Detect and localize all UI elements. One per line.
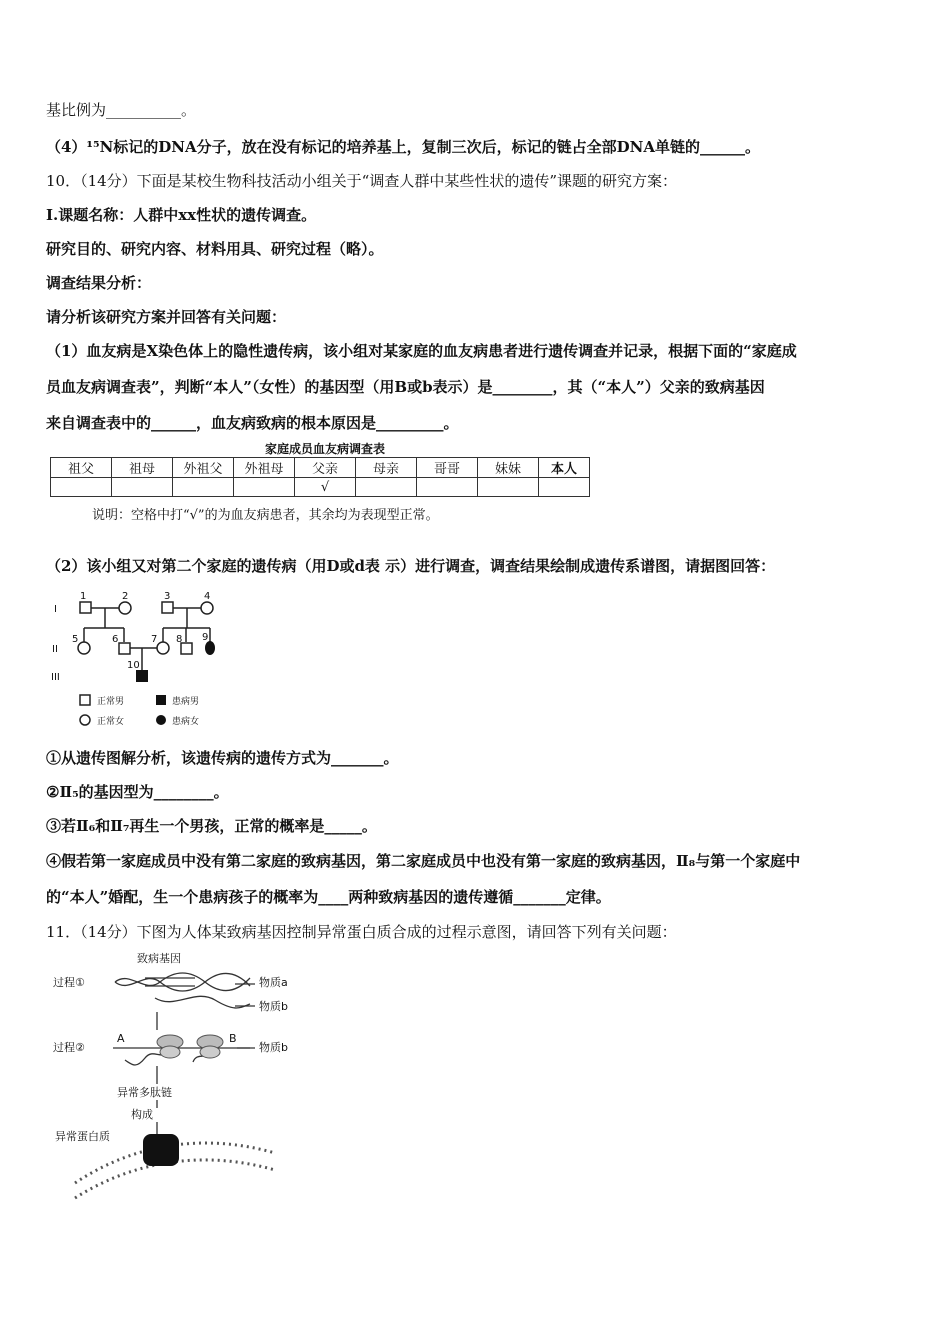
gene-label: 致病基因: [137, 952, 181, 965]
individual-number: 10: [127, 660, 140, 671]
individual-number: 7: [151, 634, 158, 645]
table-note: 说明：空格中打“√”的为血友病患者，其余均为表现型正常。: [92, 508, 439, 523]
individual-number: 1: [80, 591, 87, 602]
question-11-header: 11．（14分）下图为人体某致病基因控制异常蛋白质合成的过程示意图，请回答下列有关问题：: [46, 923, 677, 941]
table-cell: [356, 478, 417, 497]
step-label: 过程②: [53, 1041, 85, 1054]
individual-number: 3: [164, 591, 171, 602]
text-line: 研究目的、研究内容、材料用具、研究过程（略）。: [46, 240, 384, 258]
table-title: 家庭成员血友病调查表: [265, 442, 386, 456]
individual-number: 9: [202, 632, 209, 643]
table-header: 母亲: [356, 458, 417, 478]
individual-8: [181, 643, 192, 654]
text-line: （2）该小组又对第二个家庭的遗传病（用D或d表 示）进行调查，调查结果绘制成遗传系谱图，请据图回答：: [46, 557, 776, 575]
individual-1: [80, 602, 91, 613]
table-cell: √: [295, 478, 356, 497]
table-cell: [112, 478, 173, 497]
individual-number: 6: [112, 634, 119, 645]
substance-b-label: 物质b: [259, 1000, 288, 1013]
abnormal-protein-icon: [143, 1134, 179, 1166]
ribosome-icon: [160, 1046, 180, 1058]
survey-table: [50, 457, 590, 497]
table-header: 祖父: [51, 458, 112, 478]
table-header: 本人: [539, 458, 590, 478]
individual-6: [119, 643, 130, 654]
individual-7: [157, 642, 169, 654]
individual-number: 8: [176, 634, 183, 645]
legend-label: 患病女: [172, 717, 200, 727]
table-header: 祖母: [112, 458, 173, 478]
individual-number: 5: [72, 634, 79, 645]
individual-number: 4: [204, 591, 211, 602]
table-cell: [173, 478, 234, 497]
text-line: ②Ⅱ₅的基因型为________。: [46, 783, 229, 801]
step-label: 过程①: [53, 976, 85, 989]
table-header: 妹妹: [478, 458, 539, 478]
abnormal-protein-label: 异常蛋白质: [55, 1130, 110, 1143]
individual-number: 2: [122, 591, 129, 602]
table-cell: [478, 478, 539, 497]
generation-label: II: [52, 644, 58, 655]
gene-expression-diagram: [45, 948, 315, 1213]
generation-label: I: [54, 604, 57, 615]
individual-3: [162, 602, 173, 613]
legend-affected-male-icon: [156, 695, 166, 705]
end-label-a: A: [117, 1032, 125, 1045]
pedigree-chart: [40, 590, 280, 730]
individual-10: [136, 670, 148, 682]
individual-5: [78, 642, 90, 654]
text-line: （1）血友病是X染色体上的隐性遗传病，该小组对某家庭的血友病患者进行遗传调查并记录，根据下面的“家庭成: [46, 342, 797, 360]
text-line: （4）¹⁵N标记的DNA分子，放在没有标记的培养基上，复制三次后，标记的链占全部DNA单链的______。: [46, 138, 761, 156]
dna-strand: [115, 973, 250, 991]
individual-2: [119, 602, 131, 614]
table-cell: [539, 478, 590, 497]
individual-4: [201, 602, 213, 614]
legend-normal-female-icon: [80, 715, 90, 725]
individual-9: [205, 641, 215, 655]
text-line: 基比例为__________。: [46, 101, 197, 119]
legend-label: 正常男: [97, 697, 125, 707]
legend-label: 正常女: [97, 717, 125, 727]
substance-a-label: 物质a: [259, 976, 288, 989]
table-header: 父亲: [295, 458, 356, 478]
dna-strand: [115, 973, 250, 991]
ribosome-icon: [200, 1046, 220, 1058]
text-line: 来自调查表中的______，血友病致病的根本原因是_________。: [46, 414, 459, 432]
table-header: 哥哥: [417, 458, 478, 478]
legend-label: 患病男: [172, 697, 200, 707]
text-line: 请分析该研究方案并回答有关问题：: [46, 308, 287, 326]
text-line: ③若Ⅱ₆和Ⅱ₇再生一个男孩，正常的概率是_____。: [46, 817, 377, 835]
question-10-header: 10．（14分）下面是某校生物科技活动小组关于“调查人群中某些性状的遗传”课题的研究方案：: [46, 172, 678, 190]
legend-affected-female-icon: [156, 715, 166, 725]
table-cell: [417, 478, 478, 497]
table-cell: [234, 478, 295, 497]
text-line: ①从遗传图解分析，该遗传病的遗传方式为_______。: [46, 749, 399, 767]
generation-label: III: [51, 672, 60, 683]
legend-normal-male-icon: [80, 695, 90, 705]
text-line: ④假若第一家庭成员中没有第二家庭的致病基因，第二家庭成员中也没有第一家庭的致病基因，Ⅱ₈与第一个家庭中: [46, 852, 801, 870]
polypeptide-label: 异常多肽链: [117, 1086, 172, 1099]
end-label-b: B: [229, 1032, 237, 1045]
text-line: 员血友病调查表”，判断“本人”（女性）的基因型（用B或b表示）是________，其（“本人”）父亲的致病基因: [46, 378, 765, 396]
table-header: 外祖父: [173, 458, 234, 478]
constitute-label: 构成: [131, 1108, 153, 1121]
text-line: 调查结果分析：: [46, 274, 152, 292]
text-line: I.课题名称：人群中xx性状的遗传调查。: [46, 206, 317, 224]
text-line: 的“本人”婚配，生一个患病孩子的概率为____两种致病基因的遗传遵循_______定律。: [46, 888, 611, 906]
table-cell: [51, 478, 112, 497]
table-header: 外祖母: [234, 458, 295, 478]
substance-b-label: 物质b: [259, 1041, 288, 1054]
